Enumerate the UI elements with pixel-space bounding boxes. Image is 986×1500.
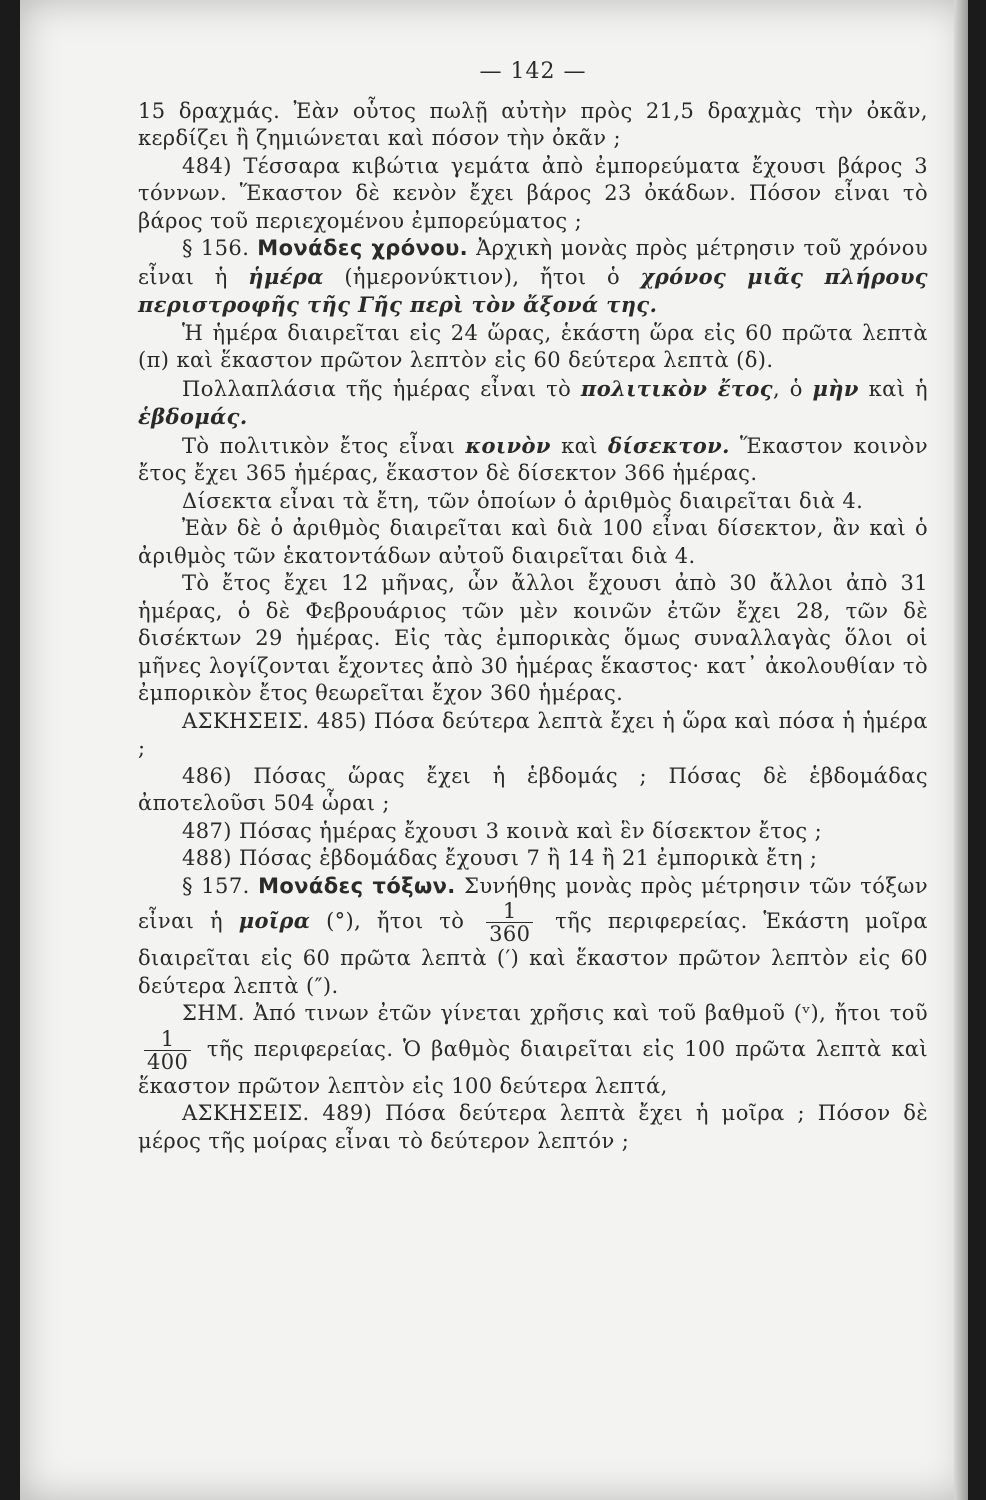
page-text — [138, 58, 928, 1155]
paragraph-day-division: Ἡ ἡμέρα διαιρεῖται εἰς 24 ὥρας, ἑκάστη ὥρα εἰς 60 πρῶτα λεπτὰ (π) καὶ ἕκαστον πρῶτον λεπτὸν εἰς 60 δεύτερα λεπτὰ (δ). — [138, 320, 928, 372]
page-edge — [954, 0, 968, 1500]
paragraph-leap-definition: Δίσεκτα εἶναι τὰ ἔτη, τῶν ὁποίων ὁ ἀριθμὸς διαιρεῖται διὰ 4. — [182, 488, 864, 513]
section-number: § 157. — [182, 873, 250, 898]
text-span: Ἀρχικὴ μονὰς πρὸς μέτρησιν τοῦ χρόνου εἶναι ἡ — [138, 236, 928, 289]
text-span: Τὸ πολιτικὸν ἔτος εἶναι — [182, 433, 456, 458]
paragraph-months: Τὸ ἔτος ἔχει 12 μῆνας, ὧν ἄλλοι ἔχουσι ἀπὸ 30 ἄλλοι ἀπὸ 31 ἡμέρας, ὁ δὲ Φεβρουάριος τῶν μὲν κοινῶν ἐτῶν ἔχει 28, τῶν δὲ δισέκτων 29 ἡμέρας. Εἰς τὰς ἐμπορικὰς ὅμως συναλλαγὰς ὅλοι οἱ μῆνες λογίζονται ἔχοντες ἀπὸ 30 ἡμέρας ἕκαστος· κατ᾽ ἀκολουθίαν τὸ ἐμπορικὸν ἔτος θεωρεῖται ἔχον 360 ἡμέρας. — [138, 571, 928, 705]
text-span: (°), ἤτοι τὸ — [326, 909, 465, 933]
fraction-denominator: 360 — [489, 922, 531, 946]
exercise-488: 488) Πόσας ἑβδομάδας ἔχουσι 7 ἢ 14 ἢ 21 ἐμπορικὰ ἔτη ; — [182, 846, 818, 870]
paragraph-century-rule: Ἐὰν δὲ ὁ ἀριθμὸς διαιρεῖται καὶ διὰ 100 εἶναι δίσεκτον, ἂν καὶ ὁ ἀριθμὸς τῶν ἑκατοντάδων αὐτοῦ διαιρεῖται διὰ 4. — [138, 516, 928, 568]
fraction-1-400 — [144, 1028, 191, 1073]
emphasis: μὴν — [812, 375, 859, 401]
exercise-487: 487) Πόσας ἡμέρας ἔχουσι 3 κοινὰ καὶ ἓν δίσεκτον ἔτος ; — [182, 818, 823, 843]
emphasis: δίσεκτον. — [608, 432, 730, 458]
section-156 — [138, 235, 928, 320]
fraction-numerator: 1 — [144, 1028, 191, 1051]
text-span: (ἡμερονύκτιον), ἤτοι ὁ — [344, 264, 621, 289]
emphasis: ἑβδομάς. — [138, 404, 248, 429]
emphasis: κοινὸν — [465, 432, 551, 458]
text-span: τῆς περιφερείας. Ὁ βαθμὸς διαιρεῖται εἰς 100 πρῶτα λεπτὰ καὶ ἕκαστον πρῶτον λεπτὸν εἰς 100 δεύτερα λεπτά, — [138, 1036, 928, 1098]
text-span: , ὁ — [773, 376, 803, 401]
fraction-numerator: 1 — [486, 900, 533, 923]
emphasis: χρόνος μιᾶς πλήρους περιστροφῆς τῆς Γῆς περὶ τὸν ἄξονά της. — [138, 263, 928, 317]
text-span: ΣΗΜ. Ἀπό τινων ἐτῶν γίνεται χρῆσις καὶ τοῦ βαθμοῦ (ᵛ), ἤτοι τοῦ — [182, 1001, 928, 1025]
exercise-489: ΑΣΚΗΣΕΙΣ. 489) Πόσα δεύτερα λεπτὰ ἔχει ἡ μοῖρα ; Πόσον δὲ μέρος τῆς μοίρας εἶναι τὸ δεύτερον λεπτόν ; — [138, 1101, 928, 1153]
text-span: καὶ — [561, 433, 598, 458]
text-span: καὶ ἡ — [868, 376, 928, 401]
emphasis: ἡμέρα — [248, 263, 324, 289]
book-page — [20, 0, 968, 1500]
exercise-485: ΑΣΚΗΣΕΙΣ. 485) Πόσα δεύτερα λεπτὰ ἔχει ἡ ὥρα καὶ πόσα ἡ ἡμέρα ; — [138, 708, 928, 760]
text-span: Ἕκαστον κοινὸν ἔτος ἔχει 365 ἡμέρας, ἕκαστον δὲ δίσεκτον 366 ἡμέρας. — [138, 433, 929, 485]
emphasis: πολιτικὸν ἔτος — [580, 375, 773, 401]
exercise-486: 486) Πόσας ὥρας ἔχει ἡ ἑβδομάς ; Πόσας δὲ ἑβδομάδας ἀποτελοῦσι 504 ὧραι ; — [138, 763, 928, 815]
text-span: τῆς περιφερείας. Ἑκάστη μοῖρα διαιρεῖται εἰς 60 πρῶτα λεπτὰ (′) καὶ ἕκαστον πρῶτον λεπτὸν εἰς 60 δεύτερα λεπτὰ (″). — [138, 909, 928, 998]
exercise-484: 484) Τέσσαρα κιβώτια γεμάτα ἀπὸ ἐμπορεύματα ἔχουσι βάρος 3 τόννων. Ἕκαστον δὲ κενὸν ἔχει βάρος 23 ὀκάδων. Πόσον εἶναι τὸ βάρος τοῦ περιεχομένου ἐμπορεύματος ; — [138, 153, 928, 233]
text-span: Συνήθης μονὰς πρὸς μέτρησιν τῶν τόξων εἶναι ἡ — [138, 873, 928, 933]
page-number: — 142 — — [479, 59, 587, 84]
paragraph-leap-year — [138, 432, 928, 488]
fraction-denominator: 400 — [147, 1049, 189, 1074]
section-title: Μονάδες τόξων. — [258, 873, 456, 898]
section-number: § 156. — [182, 236, 250, 260]
text-span: Πολλαπλάσια τῆς ἡμέρας εἶναι τὸ — [182, 376, 572, 401]
fraction-1-360 — [486, 900, 533, 945]
paragraph-1: 15 δραχμάς. Ἐὰν οὗτος πωλῇ αὐτὴν πρὸς 21,5 δραχμὰς τὴν ὀκᾶν, κερδίζει ἢ ζημιώνεται καὶ πόσον τὴν ὀκᾶν ; — [138, 98, 928, 150]
section-157 — [138, 873, 928, 1001]
section-title: Μονάδες χρόνου. — [257, 236, 469, 260]
emphasis: μοῖρα — [238, 908, 311, 933]
paragraph-multiples — [138, 375, 928, 432]
note-grad — [138, 1000, 928, 1100]
